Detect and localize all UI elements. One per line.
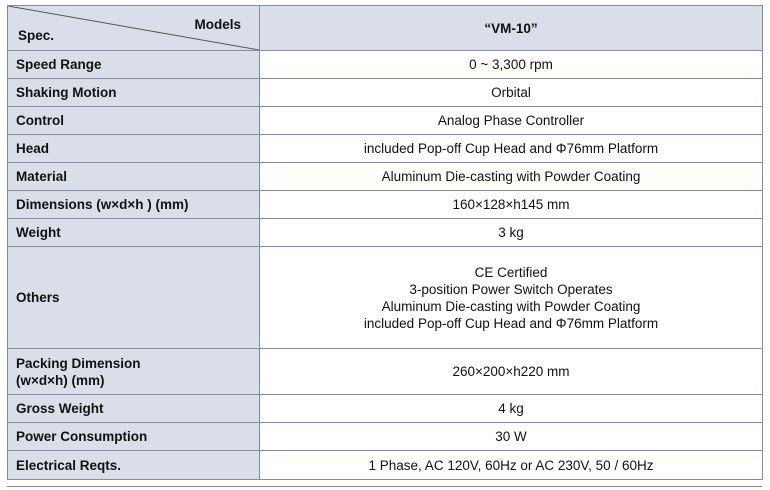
bottom-rule bbox=[7, 486, 762, 487]
row-label-line: Packing Dimension bbox=[16, 355, 141, 371]
row-label: Weight bbox=[8, 219, 260, 247]
row-value-line: 3-position Power Switch Operates bbox=[409, 281, 613, 297]
table-row bbox=[8, 219, 763, 247]
table-row bbox=[8, 191, 763, 219]
row-value-line: Aluminum Die-casting with Powder Coating bbox=[381, 298, 641, 314]
models-header-label: Models bbox=[194, 17, 241, 32]
row-label: Dimensions (w×d×h ) (mm) bbox=[8, 191, 260, 219]
spec-table bbox=[7, 5, 763, 480]
row-label: Material bbox=[8, 163, 260, 191]
table-row bbox=[8, 107, 763, 135]
row-label-line: (w×d×h) (mm) bbox=[16, 372, 105, 388]
row-value: 30 W bbox=[260, 423, 763, 451]
row-value-multiline bbox=[260, 247, 763, 349]
table-row bbox=[8, 395, 763, 423]
table-row bbox=[8, 349, 763, 395]
row-value: Analog Phase Controller bbox=[260, 107, 763, 135]
table-row bbox=[8, 51, 763, 79]
table-row bbox=[8, 79, 763, 107]
row-value: 1 Phase, AC 120V, 60Hz or AC 230V, 50 / 60Hz bbox=[260, 451, 763, 480]
spec-models-header-cell bbox=[8, 6, 260, 51]
header-row bbox=[8, 6, 763, 51]
row-value-line: CE Certified bbox=[474, 264, 548, 280]
row-label: Control bbox=[8, 107, 260, 135]
row-value: 160×128×h145 mm bbox=[260, 191, 763, 219]
table-row bbox=[8, 163, 763, 191]
row-value: 4 kg bbox=[260, 395, 763, 423]
row-value-line: included Pop-off Cup Head and Φ76mm Platform bbox=[363, 315, 659, 331]
row-label: Head bbox=[8, 135, 260, 163]
row-label: Power Consumption bbox=[8, 423, 260, 451]
row-value: Aluminum Die-casting with Powder Coating bbox=[260, 163, 763, 191]
row-label: Shaking Motion bbox=[8, 79, 260, 107]
table-row bbox=[8, 247, 763, 349]
row-label: Others bbox=[8, 247, 260, 349]
table-row bbox=[8, 423, 763, 451]
table-row bbox=[8, 451, 763, 480]
row-value: 3 kg bbox=[260, 219, 763, 247]
row-value: 260×200×h220 mm bbox=[260, 349, 763, 395]
row-value: Orbital bbox=[260, 79, 763, 107]
row-value: included Pop-off Cup Head and Φ76mm Platform bbox=[260, 135, 763, 163]
row-label: Speed Range bbox=[8, 51, 260, 79]
row-value: 0 ~ 3,300 rpm bbox=[260, 51, 763, 79]
model-name-header: “VM-10” bbox=[260, 6, 763, 51]
spec-header-label: Spec. bbox=[18, 28, 55, 43]
row-label: Electrical Reqts. bbox=[8, 451, 260, 480]
table-row bbox=[8, 135, 763, 163]
row-label: Gross Weight bbox=[8, 395, 260, 423]
row-label-multiline bbox=[8, 349, 260, 395]
